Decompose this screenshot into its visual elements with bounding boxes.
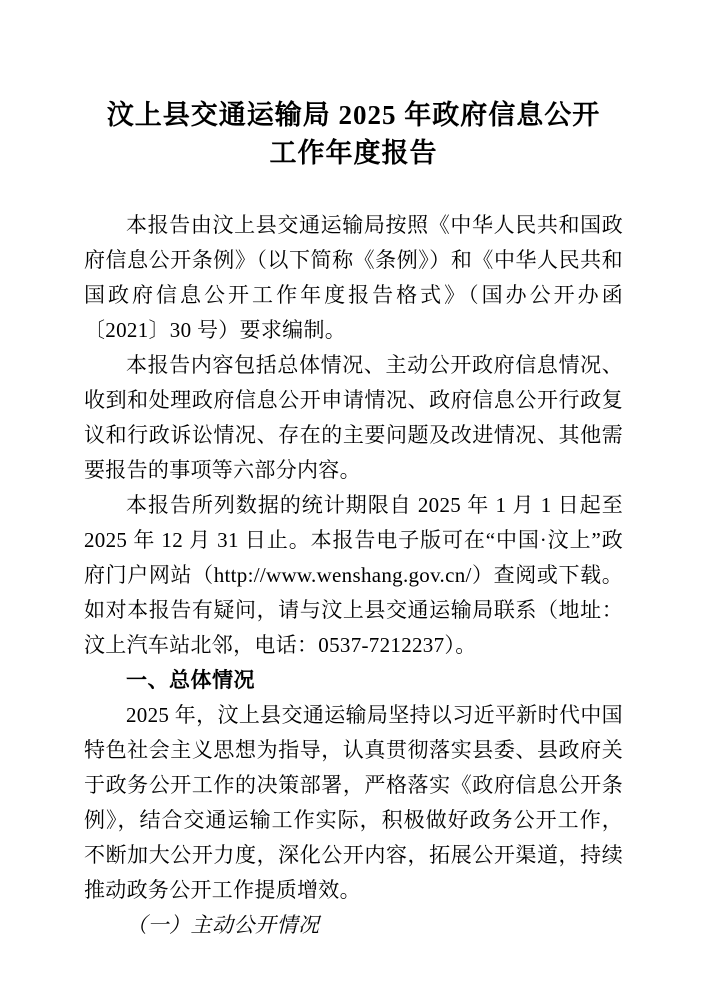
paragraph-overall-situation: 2025 年，汶上县交通运输局坚持以习近平新时代中国特色社会主义思想为指导，认真贯彻落实县委、县政府关于政务公开工作的决策部署，严格落实《政府信息公开条例》，结合交通运输工作实际，积极做好政务公开工作，不断加大公开力度，深化公开内容，拓展公开渠道，持续推动政务公开工作提质增效。 [84,703,623,902]
document-title [84,96,623,172]
document-title-line-2: 工作年度报告 [269,138,438,168]
section-heading-overall-situation: 一、总体情况 [126,669,255,692]
paragraph-statistics-period-contact: 本报告所列数据的统计期限自 2025 年 1 月 1 日起至 2025 年 12 月 31 日止。本报告电子版可在“中国·汶上”政府门户网站（http://www.wenshang.gov.cn/）查阅或下载。如对本报告有疑问，请与汶上县交通运输局联系（地址：汶上汽车站北邻，电话：0537-7212237）。 [84,493,623,657]
document-title-line-1: 汶上县交通运输局 2025 年政府信息公开 [106,100,601,130]
paragraph-report-basis: 本报告由汶上县交通运输局按照《中华人民共和国政府信息公开条例》（以下简称《条例》）和《中华人民共和国政府信息公开工作年度报告格式》（国办公开办函〔2021〕30 号）要求编制。 [84,213,623,342]
subsection-heading-proactive-disclosure: （一）主动公开情况 [126,913,320,937]
paragraph-report-contents: 本报告内容包括总体情况、主动公开政府信息情况、收到和处理政府信息公开申请情况、政府信息公开行政复议和行政诉讼情况、存在的主要问题及改进情况、其他需要报告的事项等六部分内容。 [84,353,623,482]
